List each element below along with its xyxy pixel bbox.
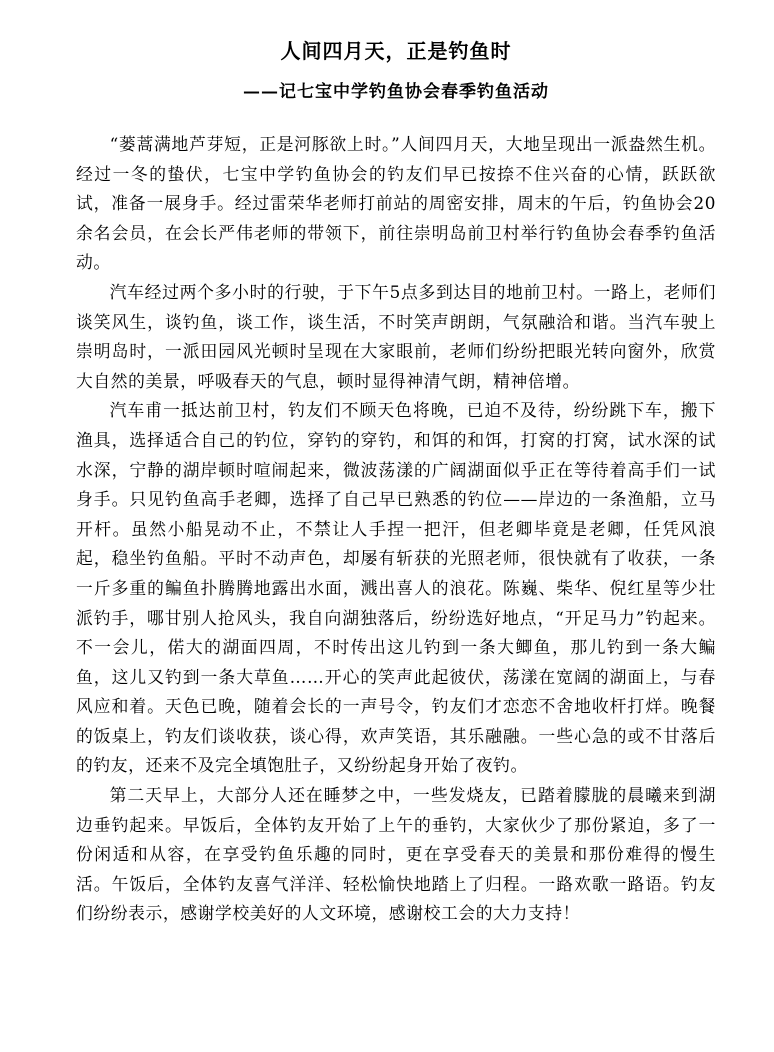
- article-body: [76, 130, 716, 929]
- article-paragraph-2: 汽车经过两个多小时的行驶，于下午5点多到达目的地前卫村。一路上，老师们谈笑风生，谈钓鱼，谈工作，谈生活，不时笑声朗朗，气氛融洽和谐。当汽车驶上崇明岛时，一派田园风光顿时呈现在大家眼前，老师们纷纷把眼光转向窗外，欣赏大自然的美景，呼吸春天的气息，顿时显得神清气朗，精神倍增。: [76, 281, 716, 391]
- article-paragraph-4: 第二天早上，大部分人还在睡梦之中，一些发烧友，已踏着朦胧的晨曦来到湖边垂钓起来。早饭后，全体钓友开始了上午的垂钓，大家伙少了那份紧迫，多了一份闲适和从容，在享受钓鱼乐趣的同时，更在享受春天的美景和那份难得的慢生活。午饭后，全体钓友喜气洋洋、轻松愉快地踏上了归程。一路欢歌一路语。钓友们纷纷表示，感谢学校美好的人文环境，感谢校工会的大力支持！: [76, 785, 716, 924]
- article-paragraph-3: 汽车甫一抵达前卫村，钓友们不顾天色将晚，已迫不及待，纷纷跳下车，搬下渔具，选择适合自己的钓位，穿钓的穿钓，和饵的和饵，打窝的打窝，试水深的试水深，宁静的湖岸顿时喧闹起来，微波荡漾的广阔湖面似乎正在等待着高手们一试身手。只见钓鱼高手老卿，选择了自己早已熟悉的钓位——岸边的一条渔船，立马开杆。虽然小船晃动不止，不禁让人手捏一把汗，但老卿毕竟是老卿，任凭风浪起，稳坐钓鱼船。平时不动声色，却屡有斩获的光照老师，很快就有了收获，一条一斤多重的鳊鱼扑腾腾地露出水面，溅出喜人的浪花。陈巍、柴华、倪红星等少壮派钓手，哪甘别人抢风头，我自向湖独落后，纷纷选好地点，“开足马力”钓起来。不一会儿，偌大的湖面四周，不时传出这儿钓到一条大鲫鱼，那儿钓到一条大鳊鱼，这儿又钓到一条大草鱼……开心的笑声此起彼伏，荡漾在宽阔的湖面上，与春风应和着。天色已晚，随着会长的一声号令，钓友们才恋恋不舍地收杆打烊。晚餐的饭桌上，钓友们谈收获，谈心得，欢声笑语，其乐融融。一些心急的或不甘落后的钓友，还来不及完全填饱肚子，又纷纷起身开始了夜钓。: [76, 400, 716, 776]
- article-subtitle: ——记七宝中学钓鱼协会春季钓鱼活动: [243, 82, 549, 102]
- article-paragraph-1: “蒌蒿满地芦芽短，正是河豚欲上时。”人间四月天，大地呈现出一派盎然生机。经过一冬的蛰伏，七宝中学钓鱼协会的钓友们早已按捺不住兴奋的心情，跃跃欲试，准备一展身手。经过雷荣华老师打前站的周密安排，周末的午后，钓鱼协会20余名会员，在会长严伟老师的带领下，前往崇明岛前卫村举行钓鱼协会春季钓鱼活动。: [76, 134, 716, 273]
- article-title: 人间四月天，正是钓鱼时: [280, 39, 512, 63]
